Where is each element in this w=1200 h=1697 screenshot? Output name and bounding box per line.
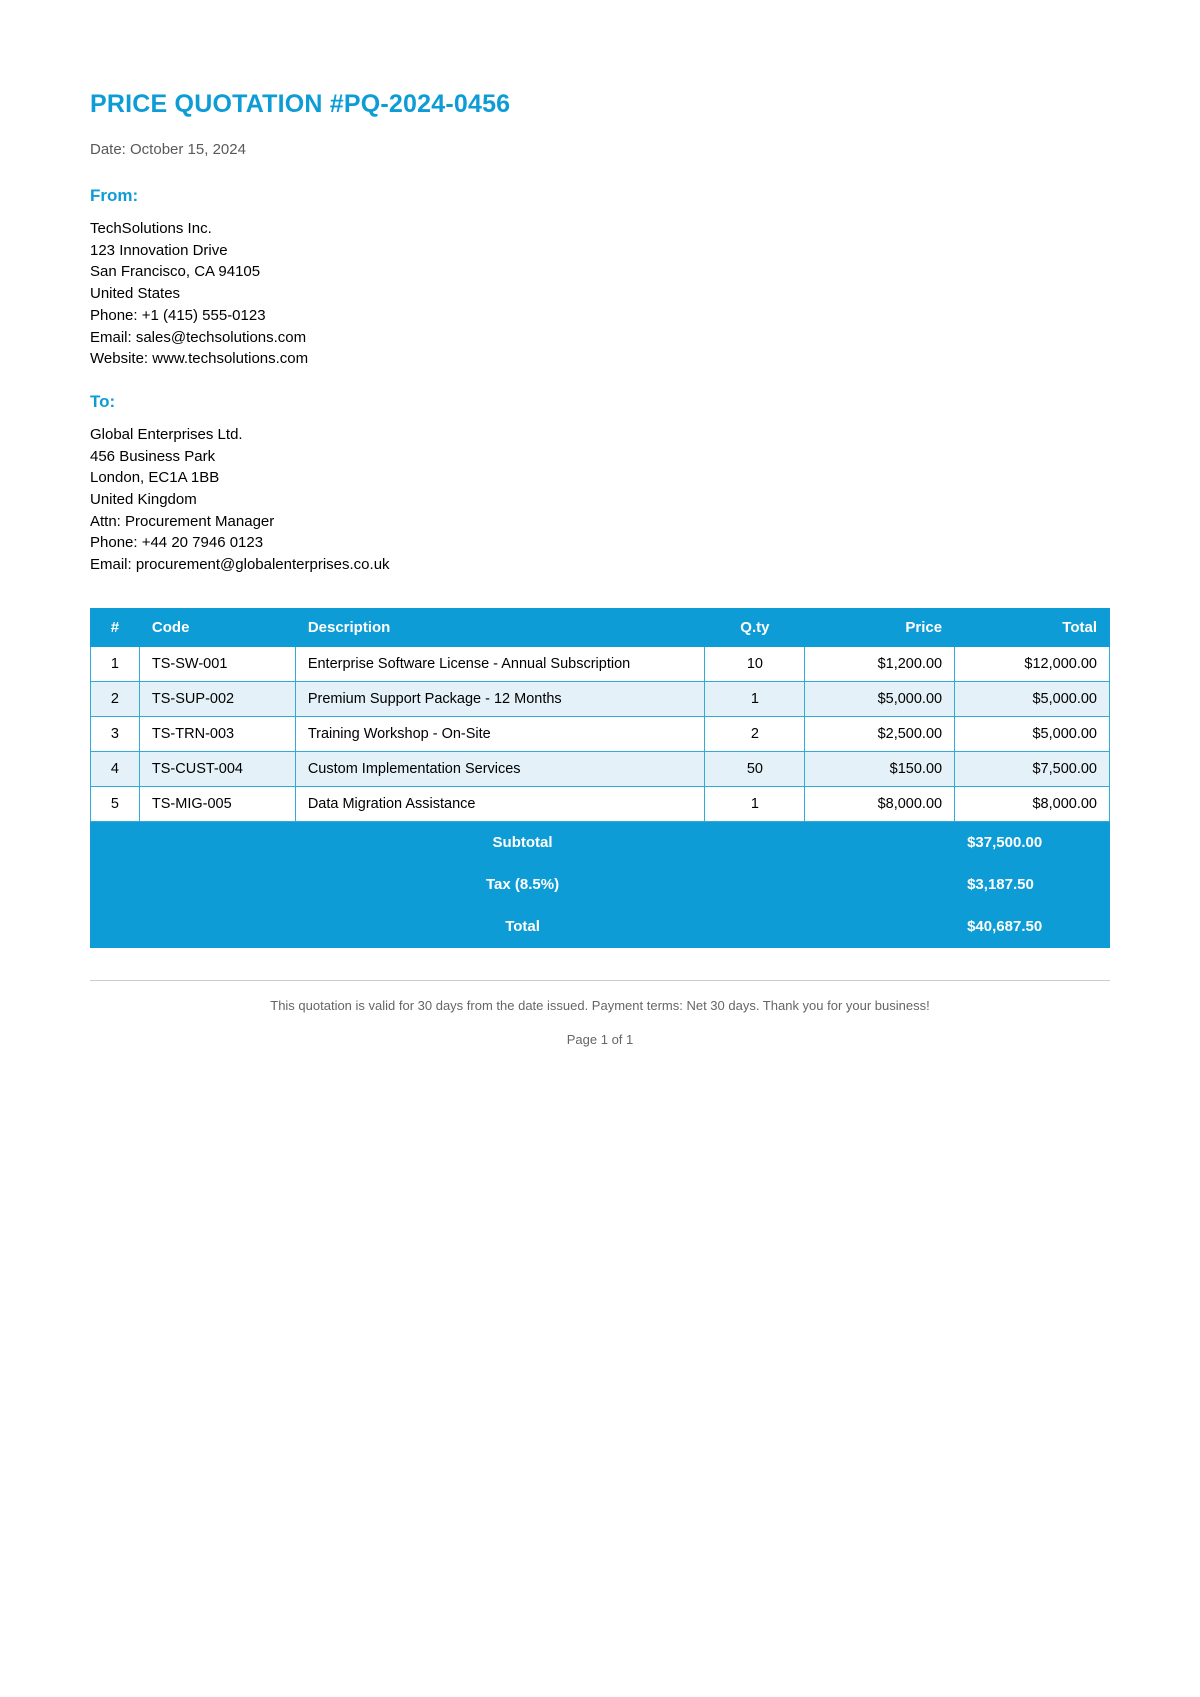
cell-price: $150.00 <box>805 751 955 786</box>
to-country: United Kingdom <box>90 491 197 509</box>
cell-price: $2,500.00 <box>805 716 955 751</box>
cell-total: $12,000.00 <box>955 646 1110 681</box>
cell-total: $7,500.00 <box>955 751 1110 786</box>
to-street: 456 Business Park <box>90 447 216 465</box>
table-header-total: Total <box>955 608 1110 646</box>
date-line: Date: October 15, 2024 <box>90 141 246 158</box>
to-heading: To: <box>90 391 116 411</box>
from-section <box>90 186 1110 370</box>
cell-qty: 1 <box>705 681 805 716</box>
from-website: Website: www.techsolutions.com <box>90 350 309 368</box>
to-phone: Phone: +44 20 7946 0123 <box>90 534 264 552</box>
from-city: San Francisco, CA 94105 <box>90 263 261 281</box>
cell-price: $5,000.00 <box>805 681 955 716</box>
footer-divider <box>90 980 1110 981</box>
to-section <box>90 392 1110 576</box>
cell-number: 5 <box>91 786 140 821</box>
page-number: Page 1 of 1 <box>566 1031 634 1047</box>
from-company-name: TechSolutions Inc. <box>90 220 212 237</box>
table-row <box>91 751 1110 786</box>
table-row <box>91 716 1110 751</box>
cell-code: TS-CUST-004 <box>139 751 295 786</box>
table-header-description: Description <box>295 608 705 646</box>
table-header-number: # <box>91 608 140 646</box>
cell-qty: 2 <box>705 716 805 751</box>
cell-code: TS-SUP-002 <box>139 681 295 716</box>
to-address <box>90 424 1110 576</box>
cell-price: $8,000.00 <box>805 786 955 821</box>
from-heading: From: <box>90 186 139 205</box>
table-row <box>91 681 1110 716</box>
cell-total: $5,000.00 <box>955 716 1110 751</box>
from-phone: Phone: +1 (415) 555-0123 <box>90 306 266 324</box>
cell-description: Data Migration Assistance <box>295 786 705 821</box>
cell-qty: 50 <box>705 751 805 786</box>
to-email: Email: procurement@globalenterprises.co.uk <box>90 556 390 574</box>
grand-total-value: $40,687.50 <box>955 905 1110 947</box>
summary-row-total <box>91 905 1110 947</box>
summary-row-subtotal <box>91 821 1110 863</box>
tax-value: $3,187.50 <box>955 863 1110 905</box>
subtotal-value: $37,500.00 <box>955 821 1110 863</box>
quotation-table <box>90 608 1110 948</box>
disclaimer-text: This quotation is valid for 30 days from the date issued. Payment terms: Net 30 days. Thank you for your business! <box>270 997 930 1013</box>
table-header-qty: Q.ty <box>705 608 805 646</box>
table-header-row <box>91 608 1110 646</box>
from-address <box>90 218 1110 370</box>
to-attn: Attn: Procurement Manager <box>90 512 275 530</box>
table-row <box>91 646 1110 681</box>
from-country: United States <box>90 285 181 303</box>
cell-code: TS-MIG-005 <box>139 786 295 821</box>
cell-qty: 10 <box>705 646 805 681</box>
cell-code: TS-TRN-003 <box>139 716 295 751</box>
cell-total: $5,000.00 <box>955 681 1110 716</box>
cell-code: TS-SW-001 <box>139 646 295 681</box>
to-city: London, EC1A 1BB <box>90 469 220 487</box>
tax-label: Tax (8.5%) <box>91 863 955 905</box>
table-row <box>91 786 1110 821</box>
page-title: PRICE QUOTATION #PQ-2024-0456 <box>90 90 511 118</box>
from-street: 123 Innovation Drive <box>90 241 228 259</box>
cell-description: Premium Support Package - 12 Months <box>295 681 705 716</box>
cell-description: Training Workshop - On-Site <box>295 716 705 751</box>
to-company-name: Global Enterprises Ltd. <box>90 425 243 443</box>
cell-number: 3 <box>91 716 140 751</box>
table-header-price: Price <box>805 608 955 646</box>
grand-total-label: Total <box>91 905 955 947</box>
cell-number: 1 <box>91 646 140 681</box>
cell-number: 4 <box>91 751 140 786</box>
from-email: Email: sales@techsolutions.com <box>90 328 307 346</box>
cell-number: 2 <box>91 681 140 716</box>
cell-description: Enterprise Software License - Annual Subscription <box>295 646 705 681</box>
cell-price: $1,200.00 <box>805 646 955 681</box>
cell-total: $8,000.00 <box>955 786 1110 821</box>
cell-description: Custom Implementation Services <box>295 751 705 786</box>
subtotal-label: Subtotal <box>91 821 955 863</box>
cell-qty: 1 <box>705 786 805 821</box>
summary-row-tax <box>91 863 1110 905</box>
table-header-code: Code <box>139 608 295 646</box>
